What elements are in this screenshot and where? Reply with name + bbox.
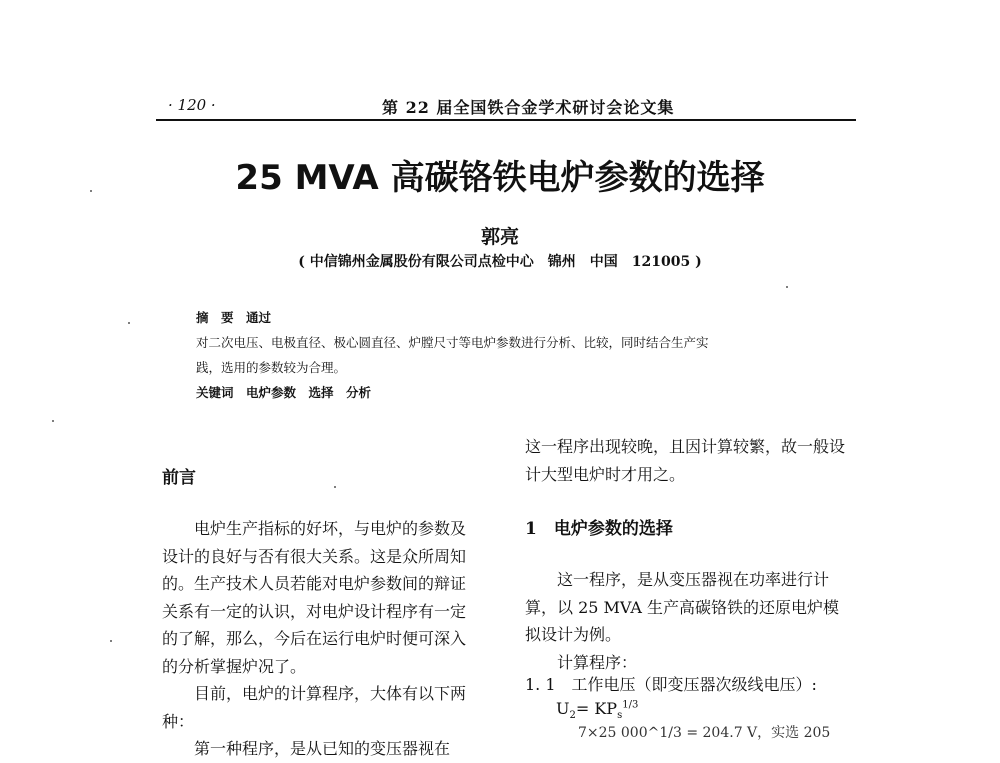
abstract-line-2: 践，选用的参数较为合理。 (196, 360, 347, 375)
scan-speck (786, 286, 788, 288)
paper-title: 25 MVA 高碳铬铁电炉参数的选择 (235, 158, 765, 198)
section-heading-foreword: 前言 (162, 468, 196, 488)
author-affiliation: ( 中信锦州金属股份有限公司点检中心 锦州 中国 121005 ) (298, 254, 702, 270)
formula-operator: = KP (575, 699, 618, 718)
left-column (162, 515, 480, 763)
subsection-heading-1-1: 1. 1 工作电压（即变压器次级线电压）: (525, 675, 817, 694)
paragraph: 电炉生产指标的好坏，与电炉的参数及设计的良好与否有很大关系。这是众所周知的。生产技术人员若能对电炉参数间的辩证关系有一定的认识，对电炉设计程序有一定的了解，那么，今后在运行电炉时便可深入的分析掌握炉况了。 (162, 519, 467, 676)
right-column-body (525, 566, 845, 676)
paragraph: 这一程序，是从变压器视在功率进行计算，以 25 MVA 生产高碳铬铁的还原电炉模拟设计为例。 (525, 570, 840, 644)
right-column-continued (525, 433, 845, 488)
abstract-label: 摘 要 通过 (196, 310, 272, 325)
proceedings-title: 第 22 届全国铁合金学术研讨会论文集 (382, 98, 675, 117)
formula-exponent: 1/3 (622, 699, 639, 711)
header-rule (156, 119, 856, 121)
scan-speck (128, 322, 130, 324)
author-name: 郭亮 (480, 226, 519, 248)
scan-speck (52, 420, 54, 422)
formula-result: 7×25 000^1/3 = 204.7 V，实选 205 (578, 725, 831, 741)
formula-symbol: U (556, 699, 570, 718)
paragraph: 目前，电炉的计算程序，大体有以下两种： (162, 684, 467, 731)
scan-speck (334, 486, 336, 488)
page-number: · 120 · (168, 96, 216, 114)
abstract-line-1: 对二次电压、电极直径、极心圆直径、炉膛尺寸等电炉参数进行分析、比较，同时结合生产实 (196, 335, 709, 350)
scan-speck (90, 190, 92, 192)
formula-subscript: 2 (569, 710, 576, 722)
formula-subscript: s (617, 710, 623, 722)
keywords: 关键词 电炉参数 选择 分析 (196, 385, 372, 400)
scan-speck (110, 640, 112, 642)
paragraph: 这一程序出现较晚，且因计算较繁，故一般设计大型电炉时才用之。 (525, 437, 846, 484)
formula-voltage (556, 699, 638, 721)
paragraph: 第一种程序，是从已知的变压器视在 (194, 739, 451, 758)
section-heading-1: 1 电炉参数的选择 (525, 519, 673, 539)
paragraph: 计算程序： (557, 652, 638, 672)
